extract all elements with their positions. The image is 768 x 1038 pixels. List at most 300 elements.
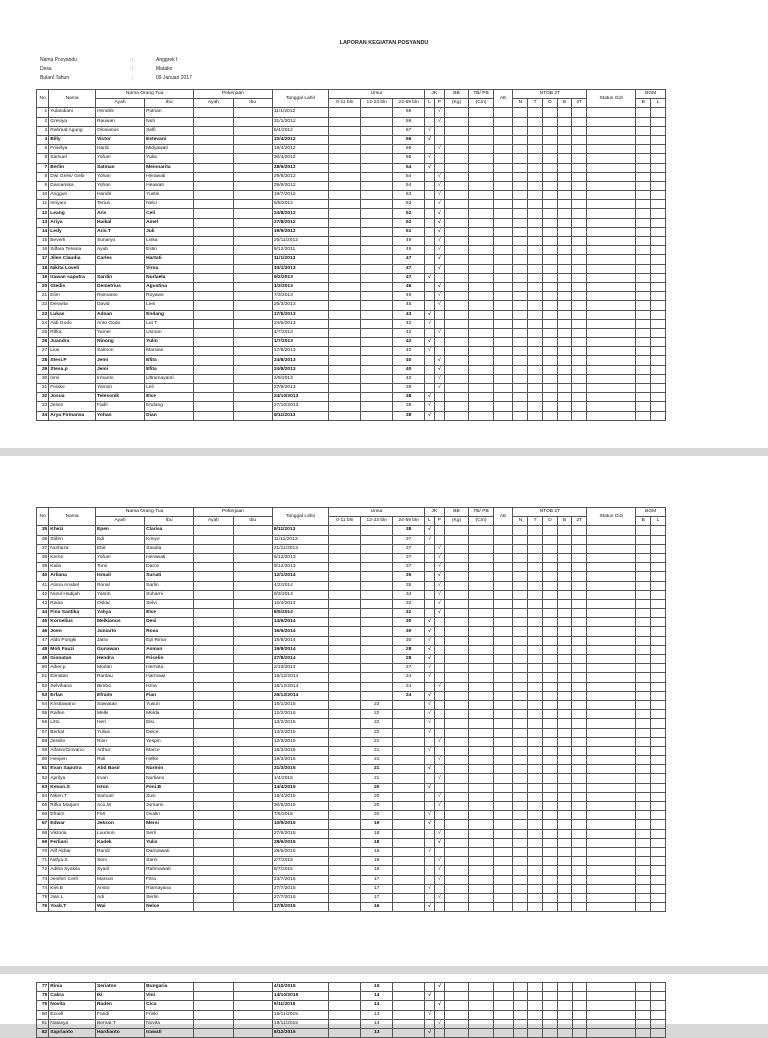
cell-birth-date: 9/12/2011	[272, 246, 328, 255]
cell-sex-p	[434, 411, 444, 420]
cell-empty	[233, 581, 272, 590]
cell-name: Nurul Hadijah	[49, 590, 96, 599]
cell-age-24-59: 30	[393, 618, 425, 627]
cell-sex-l: √	[425, 618, 435, 627]
cell-empty	[587, 273, 636, 282]
cell-empty	[444, 1001, 469, 1010]
table-row	[37, 983, 666, 992]
cell-empty	[233, 365, 272, 374]
cell-name: Aldi Godo	[49, 319, 96, 328]
cell-birth-date: 7/3/2013	[272, 292, 328, 301]
cell-age-24-59: 42	[393, 319, 425, 328]
cell-empty	[542, 636, 557, 645]
cell-empty	[542, 820, 557, 829]
cell-empty	[194, 847, 233, 856]
cell-empty	[587, 857, 636, 866]
cell-empty	[542, 209, 557, 218]
cell-empty	[469, 811, 494, 820]
cell-empty	[513, 191, 528, 200]
cell-sex-l: √	[425, 627, 435, 636]
cell-empty	[528, 903, 543, 912]
cell-age-12-23: 16	[361, 903, 393, 912]
cell-empty	[233, 301, 272, 310]
cell-empty	[587, 756, 636, 765]
cell-name: Rifka	[49, 328, 96, 337]
cell-name: Rinia	[49, 983, 96, 992]
cell-empty	[572, 866, 587, 875]
cell-empty	[557, 145, 572, 154]
cell-empty	[542, 255, 557, 264]
cell-empty	[636, 544, 651, 553]
cell-empty	[572, 820, 587, 829]
cell-empty	[542, 903, 557, 912]
cell-empty	[233, 783, 272, 792]
cell-birth-date: 26/12/2014	[272, 691, 328, 700]
cell-empty	[636, 273, 651, 282]
cell-empty	[636, 1019, 651, 1028]
cell-mother: Harmawi	[145, 673, 194, 682]
header-no: No	[37, 508, 49, 526]
cell-empty	[513, 875, 528, 884]
cell-father: Ronal	[95, 581, 144, 590]
cell-age-12-23	[361, 691, 393, 700]
cell-empty	[513, 526, 528, 535]
cell-empty	[329, 792, 361, 801]
cell-empty	[444, 792, 469, 801]
cell-empty	[528, 572, 543, 581]
cell-empty	[651, 191, 666, 200]
cell-age-12-23	[361, 319, 393, 328]
cell-empty	[557, 108, 572, 117]
cell-name: Evan Saputra	[49, 765, 96, 774]
cell-empty	[194, 719, 233, 728]
table-row	[37, 282, 666, 291]
cell-empty	[636, 875, 651, 884]
cell-no: 3	[37, 126, 49, 135]
cell-birth-date: 2/10/2014	[272, 664, 328, 673]
cell-sex-l: √	[425, 710, 435, 719]
cell-sex-l: √	[425, 154, 435, 163]
cell-empty	[651, 218, 666, 227]
cell-empty	[651, 609, 666, 618]
cell-name: Keren	[49, 553, 96, 562]
cell-empty	[469, 402, 494, 411]
cell-empty	[194, 903, 233, 912]
cell-no: 18	[37, 264, 49, 273]
cell-empty	[557, 246, 572, 255]
cell-empty	[572, 384, 587, 393]
cell-birth-date: 24/8/2013	[272, 365, 328, 374]
cell-empty	[587, 866, 636, 875]
cell-empty	[493, 1028, 513, 1037]
cell-empty	[194, 737, 233, 746]
cell-sex-l: √	[425, 691, 435, 700]
cell-empty	[493, 992, 513, 1001]
cell-no: 42	[37, 590, 49, 599]
cell-age-24-59	[393, 802, 425, 811]
header-bgm: BGM	[636, 90, 666, 99]
cell-empty	[528, 590, 543, 599]
cell-empty	[587, 1001, 636, 1010]
cell-empty	[469, 590, 494, 599]
table-row	[37, 792, 666, 801]
cell-empty	[557, 384, 572, 393]
cell-empty	[651, 700, 666, 709]
cell-no: 20	[37, 282, 49, 291]
cell-empty	[572, 581, 587, 590]
cell-empty	[444, 664, 469, 673]
cell-empty	[469, 218, 494, 227]
table-row	[37, 191, 666, 200]
header-ortu: Nama Orang Tua	[95, 90, 193, 99]
cell-empty	[542, 884, 557, 893]
cell-empty	[587, 737, 636, 746]
table-row	[37, 645, 666, 654]
cell-birth-date: 4/7/2013	[272, 328, 328, 337]
cell-sex-p: √	[434, 191, 444, 200]
cell-empty	[233, 820, 272, 829]
cell-empty	[636, 838, 651, 847]
cell-mother: Yusun	[145, 700, 194, 709]
cell-empty	[542, 655, 557, 664]
cell-empty	[513, 765, 528, 774]
cell-empty	[513, 126, 528, 135]
cell-name: Deswita	[49, 301, 96, 310]
cell-empty	[329, 590, 361, 599]
cell-mother: Leli	[145, 384, 194, 393]
cell-sex-l	[425, 572, 435, 581]
cell-no: 2	[37, 117, 49, 126]
cell-empty	[528, 292, 543, 301]
cell-father: Syaril	[95, 866, 144, 875]
cell-empty	[444, 719, 469, 728]
cell-sex-l: √	[425, 884, 435, 893]
cell-empty	[329, 145, 361, 154]
cell-no: 49	[37, 655, 49, 664]
cell-empty	[587, 590, 636, 599]
cell-empty	[587, 393, 636, 402]
cell-empty	[636, 338, 651, 347]
cell-empty	[469, 237, 494, 246]
cell-empty	[469, 756, 494, 765]
cell-empty	[493, 209, 513, 218]
table-row	[37, 893, 666, 902]
cell-father: Ismail	[95, 572, 144, 581]
cell-age-24-59: 46	[393, 292, 425, 301]
cell-empty	[194, 273, 233, 282]
cell-empty	[651, 655, 666, 664]
cell-sex-p: √	[434, 829, 444, 838]
cell-no: 46	[37, 627, 49, 636]
cell-empty	[636, 347, 651, 356]
cell-age-24-59: 54	[393, 163, 425, 172]
cell-age-12-23	[361, 218, 393, 227]
cell-empty	[513, 264, 528, 273]
cell-sex-l	[425, 292, 435, 301]
header-l: L	[425, 517, 435, 526]
cell-empty	[542, 544, 557, 553]
cell-sex-p	[435, 1028, 445, 1037]
cell-age-12-23	[361, 526, 393, 535]
cell-empty	[572, 365, 587, 374]
cell-empty	[528, 356, 543, 365]
cell-age-24-59	[393, 1010, 425, 1019]
cell-empty	[587, 117, 636, 126]
cell-empty	[513, 328, 528, 337]
cell-empty	[194, 292, 233, 301]
cell-sex-p: √	[434, 264, 444, 273]
cell-mother: Estevani	[145, 135, 194, 144]
cell-empty	[542, 374, 557, 383]
cell-empty	[233, 411, 272, 420]
cell-empty	[233, 402, 272, 411]
cell-empty	[587, 227, 636, 236]
cell-age-24-59	[393, 857, 425, 866]
cell-no: 63	[37, 783, 49, 792]
cell-father: Satman	[95, 163, 144, 172]
cell-empty	[651, 200, 666, 209]
cell-mother: Epi Rima	[145, 636, 194, 645]
cell-empty	[636, 673, 651, 682]
cell-sex-l: √	[425, 746, 435, 755]
cell-birth-date: 17/8/2015	[272, 903, 328, 912]
cell-sex-p: √	[434, 365, 444, 374]
cell-empty	[587, 893, 636, 902]
cell-age-12-23: 13	[361, 1010, 393, 1019]
header-bb: BB	[444, 508, 469, 517]
cell-empty	[194, 765, 233, 774]
cell-empty	[572, 218, 587, 227]
cell-empty	[513, 209, 528, 218]
cell-sex-l: √	[425, 402, 435, 411]
cell-empty	[528, 365, 543, 374]
cell-name: Kaila	[49, 563, 96, 572]
cell-age-12-23: 17	[361, 875, 393, 884]
cell-empty	[233, 535, 272, 544]
cell-empty	[194, 1019, 233, 1028]
cell-empty	[651, 673, 666, 682]
cell-empty	[557, 756, 572, 765]
table-row	[37, 992, 666, 1001]
cell-empty	[513, 802, 528, 811]
cell-empty	[651, 756, 666, 765]
cell-mother: Efita	[145, 356, 194, 365]
table-row	[37, 682, 666, 691]
cell-birth-date: 14/4/2015	[272, 783, 328, 792]
document-page-3	[0, 974, 768, 1036]
cell-mother: Vini	[145, 992, 194, 1001]
cell-empty	[233, 857, 272, 866]
cell-age-24-59	[393, 903, 425, 912]
cell-empty	[194, 154, 233, 163]
cell-name: Selvihana	[49, 682, 96, 691]
cell-empty	[513, 618, 528, 627]
cell-empty	[557, 1010, 572, 1019]
cell-empty	[528, 526, 543, 535]
cell-empty	[528, 191, 543, 200]
cell-empty	[528, 719, 543, 728]
cell-empty	[542, 765, 557, 774]
cell-empty	[557, 535, 572, 544]
cell-empty	[493, 384, 513, 393]
cell-empty	[572, 135, 587, 144]
cell-empty	[572, 609, 587, 618]
cell-empty	[636, 154, 651, 163]
cell-empty	[651, 983, 666, 992]
cell-empty	[444, 700, 469, 709]
cell-birth-date: 8/5/2014	[272, 609, 328, 618]
header-bx: B	[557, 517, 572, 526]
cell-name: Inriyani	[49, 200, 96, 209]
cell-no: 7	[37, 163, 49, 172]
cell-empty	[587, 599, 636, 608]
cell-empty	[572, 627, 587, 636]
cell-birth-date: 8/11/2013	[272, 526, 328, 535]
cell-empty	[542, 356, 557, 365]
cell-empty	[636, 618, 651, 627]
cell-empty	[469, 838, 494, 847]
cell-birth-date: 1/3/2013	[272, 282, 328, 291]
cell-empty	[528, 866, 543, 875]
cell-empty	[587, 535, 636, 544]
cell-empty	[493, 866, 513, 875]
cell-empty	[493, 792, 513, 801]
cell-sex-l	[425, 264, 435, 273]
header-ae: AE	[493, 90, 513, 108]
cell-empty	[233, 273, 272, 282]
cell-empty	[513, 774, 528, 783]
cell-mother: Heawati	[145, 181, 194, 190]
cell-empty	[636, 535, 651, 544]
cell-sex-l	[425, 829, 435, 838]
cell-age-24-59: 52	[393, 209, 425, 218]
cell-empty	[557, 627, 572, 636]
cell-empty	[233, 328, 272, 337]
cell-empty	[493, 191, 513, 200]
cell-no: 26	[37, 338, 49, 347]
cell-father	[95, 264, 144, 273]
cell-empty	[329, 117, 361, 126]
cell-empty	[329, 227, 361, 236]
cell-empty	[587, 1010, 636, 1019]
cell-empty	[493, 746, 513, 755]
cell-empty	[444, 746, 469, 755]
cell-empty	[636, 572, 651, 581]
cell-age-12-23	[361, 599, 393, 608]
cell-empty	[542, 728, 557, 737]
cell-mother: Clarisa	[145, 526, 194, 535]
cell-empty	[194, 1001, 233, 1010]
cell-empty	[194, 590, 233, 599]
cell-empty	[636, 163, 651, 172]
cell-empty	[557, 526, 572, 535]
cell-empty	[542, 774, 557, 783]
cell-empty	[233, 893, 272, 902]
cell-empty	[636, 374, 651, 383]
cell-empty	[469, 319, 494, 328]
cell-empty	[651, 328, 666, 337]
cell-empty	[636, 700, 651, 709]
cell-empty	[233, 126, 272, 135]
cell-empty	[557, 691, 572, 700]
cell-birth-date: 16/6/2014	[272, 627, 328, 636]
cell-age-24-59	[393, 765, 425, 774]
cell-empty	[557, 700, 572, 709]
cell-age-24-59	[393, 820, 425, 829]
cell-father: Melki	[95, 710, 144, 719]
cell-father: Jekson	[95, 820, 144, 829]
cell-empty	[651, 710, 666, 719]
table-row	[37, 664, 666, 673]
cell-empty	[651, 783, 666, 792]
cell-empty	[636, 117, 651, 126]
cell-mother: Darmawati	[145, 847, 194, 856]
cell-empty	[469, 710, 494, 719]
cell-empty	[587, 374, 636, 383]
cell-sex-p	[434, 820, 444, 829]
cell-empty	[329, 572, 361, 581]
cell-father: Anto Godo	[95, 319, 144, 328]
cell-mother: Elce	[145, 609, 194, 618]
cell-age-24-59: 39	[393, 384, 425, 393]
cell-empty	[572, 535, 587, 544]
cell-empty	[469, 328, 494, 337]
cell-empty	[542, 384, 557, 393]
cell-age-12-23	[361, 374, 393, 383]
cell-father: Jemi	[95, 356, 144, 365]
cell-empty	[469, 847, 494, 856]
cell-father: Yohan	[95, 181, 144, 190]
header-tgl: Tanggal Lahir	[272, 508, 328, 526]
cell-empty	[542, 838, 557, 847]
cell-sex-p: √	[434, 792, 444, 801]
table-row	[37, 802, 666, 811]
cell-age-24-59	[393, 710, 425, 719]
cell-empty	[493, 535, 513, 544]
cell-father: Wai	[95, 903, 144, 912]
cell-empty	[587, 1019, 636, 1028]
cell-age-24-59	[393, 737, 425, 746]
cell-age-12-23	[361, 356, 393, 365]
cell-sex-l: √	[425, 1028, 435, 1037]
cell-father: Juniarto	[95, 627, 144, 636]
cell-empty	[587, 829, 636, 838]
cell-empty	[513, 664, 528, 673]
cell-empty	[528, 126, 543, 135]
cell-empty	[587, 365, 636, 374]
cell-empty	[233, 200, 272, 209]
cell-empty	[528, 282, 543, 291]
cell-birth-date: 17/5/2013	[272, 310, 328, 319]
cell-empty	[651, 301, 666, 310]
cell-empty	[542, 756, 557, 765]
cell-empty	[651, 992, 666, 1001]
cell-empty	[636, 719, 651, 728]
cell-age-24-59: 38	[393, 393, 425, 402]
cell-age-12-23	[361, 393, 393, 402]
cell-sex-l	[425, 682, 435, 691]
cell-empty	[233, 209, 272, 218]
cell-empty	[444, 301, 469, 310]
cell-empty	[469, 384, 494, 393]
cell-empty	[329, 875, 361, 884]
cell-sex-l: √	[425, 700, 435, 709]
cell-empty	[329, 301, 361, 310]
cell-age-24-59: 40	[393, 374, 425, 383]
cell-age-24-59	[393, 700, 425, 709]
cell-empty	[557, 992, 572, 1001]
cell-empty	[194, 893, 233, 902]
